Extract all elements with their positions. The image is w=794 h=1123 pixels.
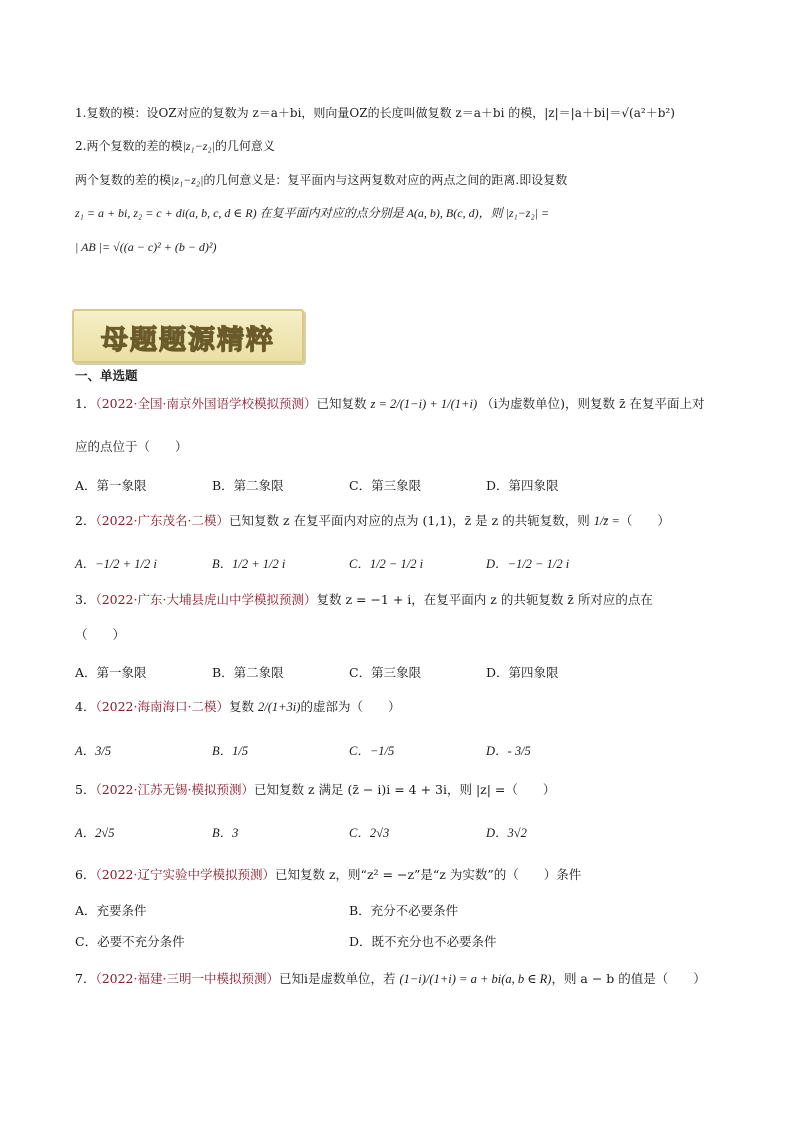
- q3-option-d[interactable]: D．第四象限: [486, 665, 559, 680]
- question-2: [75, 512, 670, 530]
- q4-option-a[interactable]: A．3/5: [75, 744, 112, 758]
- question-source: （2022·海南海口·二模）: [95, 699, 229, 714]
- question-number: 4．: [75, 699, 96, 714]
- question-text: 已知复数: [316, 396, 367, 411]
- q4-option-d[interactable]: D．- 3/5: [486, 744, 531, 758]
- intro-heading-expr: |z₁−z₂|: [182, 139, 215, 153]
- q2-option-b[interactable]: B．1/2 + 1/2 i: [212, 557, 286, 571]
- q6-option-b[interactable]: B．充分不必要条件: [349, 903, 459, 918]
- q3-option-b[interactable]: B．第二象限: [212, 665, 284, 680]
- q1-option-a[interactable]: A．第一象限: [75, 478, 147, 493]
- q3-option-c[interactable]: C．第三象限: [349, 665, 422, 680]
- q2-option-d[interactable]: D．−1/2 − 1/2 i: [486, 557, 570, 571]
- question-text: 已知复数 z，则“z² = −z”是“z 为实数”的（ ）条件: [275, 867, 582, 882]
- question-3-line-2: （ ）: [75, 627, 126, 642]
- question-text: 已知复数 z 满足 (z̄ − i)i = 4 + 3i，则 |z| =（ ）: [253, 782, 556, 797]
- q2-option-a[interactable]: A．−1/2 + 1/2 i: [75, 557, 157, 571]
- intro-heading-post: 的几何意义: [214, 139, 275, 153]
- question-source: （2022·广东茂名·二模）: [95, 513, 229, 528]
- question-expr: 2/(1+3i): [257, 700, 301, 714]
- q5-option-a[interactable]: A．2√5: [75, 826, 115, 840]
- question-number: 2．: [75, 513, 96, 528]
- question-expr: (1−i)/(1+i) = a + bi(a, b ∈ R): [399, 972, 552, 986]
- q1-option-d[interactable]: D．第四象限: [486, 478, 559, 493]
- question-text-cont: （ ）: [619, 513, 670, 528]
- question-source: （2022·福建·三明一中模拟预测）: [95, 971, 279, 986]
- question-text: 复数 z = −1 + i，在复平面内 z 的共轭复数 z̄ 所对应的点在: [316, 592, 653, 607]
- q5-option-c[interactable]: C．2√3: [349, 826, 390, 840]
- intro-line-diff-meaning: [75, 171, 567, 189]
- question-text: 复数: [228, 699, 254, 714]
- q4-option-b[interactable]: B．1/5: [212, 744, 249, 758]
- question-4: [75, 698, 400, 716]
- intro-meaning-post: 的几何意义是：复平面内与这两复数对应的两点之间的距离.即设复数: [203, 173, 568, 187]
- intro-line-modulus-text: 1.复数的模：设OZ对应的复数为 z＝a＋bi，则向量OZ的长度叫做复数 z＝a＋bi 的模，|z|＝|a＋bi|＝√(a²＋b²): [75, 106, 675, 120]
- question-source: （2022·辽宁实验中学模拟预测）: [95, 867, 275, 882]
- question-number: 5．: [75, 782, 96, 797]
- question-text: 已知复数 z 在复平面内对应的点为 (1,1)，z̄ 是 z 的共轭复数，则: [228, 513, 590, 528]
- question-text: 已知i是虚数单位，若: [278, 971, 396, 986]
- q4-option-c[interactable]: C．−1/5: [349, 744, 395, 758]
- section-banner: [72, 309, 304, 363]
- question-source: （2022·广东·大埔县虎山中学模拟预测）: [95, 592, 317, 607]
- question-7: [75, 970, 706, 988]
- q1-option-c[interactable]: C．第三象限: [349, 478, 422, 493]
- intro-line-points: z₁ = a + bi, z₂ = c + di(a, b, c, d ∈ R) 在复平面内对应的点分别是 A(a, b), B(c, d)，则 |z₁−z₂| =: [75, 206, 550, 220]
- question-text-cont: 的虚部为（ ）: [300, 699, 401, 714]
- intro-meaning-pre: 两个复数的差的模: [75, 173, 172, 187]
- intro-line-diff-heading: [75, 137, 275, 155]
- q1-option-b[interactable]: B．第二象限: [212, 478, 284, 493]
- question-5: [75, 781, 555, 799]
- question-6: [75, 866, 581, 884]
- question-number: 7．: [75, 971, 96, 986]
- question-3: [75, 591, 653, 609]
- question-expr: 1/z̄ =: [593, 514, 620, 528]
- banner-title: 母题题源精粹: [101, 325, 275, 356]
- question-number: 3．: [75, 592, 96, 607]
- section-title: 一、单选题: [75, 368, 138, 383]
- question-number: 1．: [75, 396, 96, 411]
- q5-option-d[interactable]: D．3√2: [486, 826, 527, 840]
- q6-option-c[interactable]: C．必要不充分条件: [75, 934, 185, 949]
- question-source: （2022·全国·南京外国语学校模拟预测）: [95, 396, 317, 411]
- intro-heading-pre: 2.两个复数的差的模: [75, 139, 183, 153]
- question-1: [75, 395, 705, 413]
- question-source: （2022·江苏无锡·模拟预测）: [95, 782, 254, 797]
- q3-option-a[interactable]: A．第一象限: [75, 665, 147, 680]
- question-text-cont: ，则 a − b 的值是（ ）: [551, 971, 706, 986]
- question-number: 6．: [75, 867, 96, 882]
- question-expr: z = 2/(1−i) + 1/(1+i): [370, 397, 478, 411]
- intro-meaning-expr: |z₁−z₂|: [171, 173, 204, 187]
- intro-line-modulus: [75, 104, 675, 122]
- q2-option-c[interactable]: C．1/2 − 1/2 i: [349, 557, 424, 571]
- q6-option-a[interactable]: A．充要条件: [75, 903, 147, 918]
- intro-line-distance: | AB |= √((a − c)² + (b − d)²): [75, 240, 217, 254]
- q6-option-d[interactable]: D．既不充分也不必要条件: [349, 934, 497, 949]
- question-1-line-2: 应的点位于（ ）: [75, 439, 188, 454]
- question-text-cont: （i为虚数单位)，则复数 z̄ 在复平面上对: [481, 396, 705, 411]
- q5-option-b[interactable]: B．3: [212, 826, 239, 840]
